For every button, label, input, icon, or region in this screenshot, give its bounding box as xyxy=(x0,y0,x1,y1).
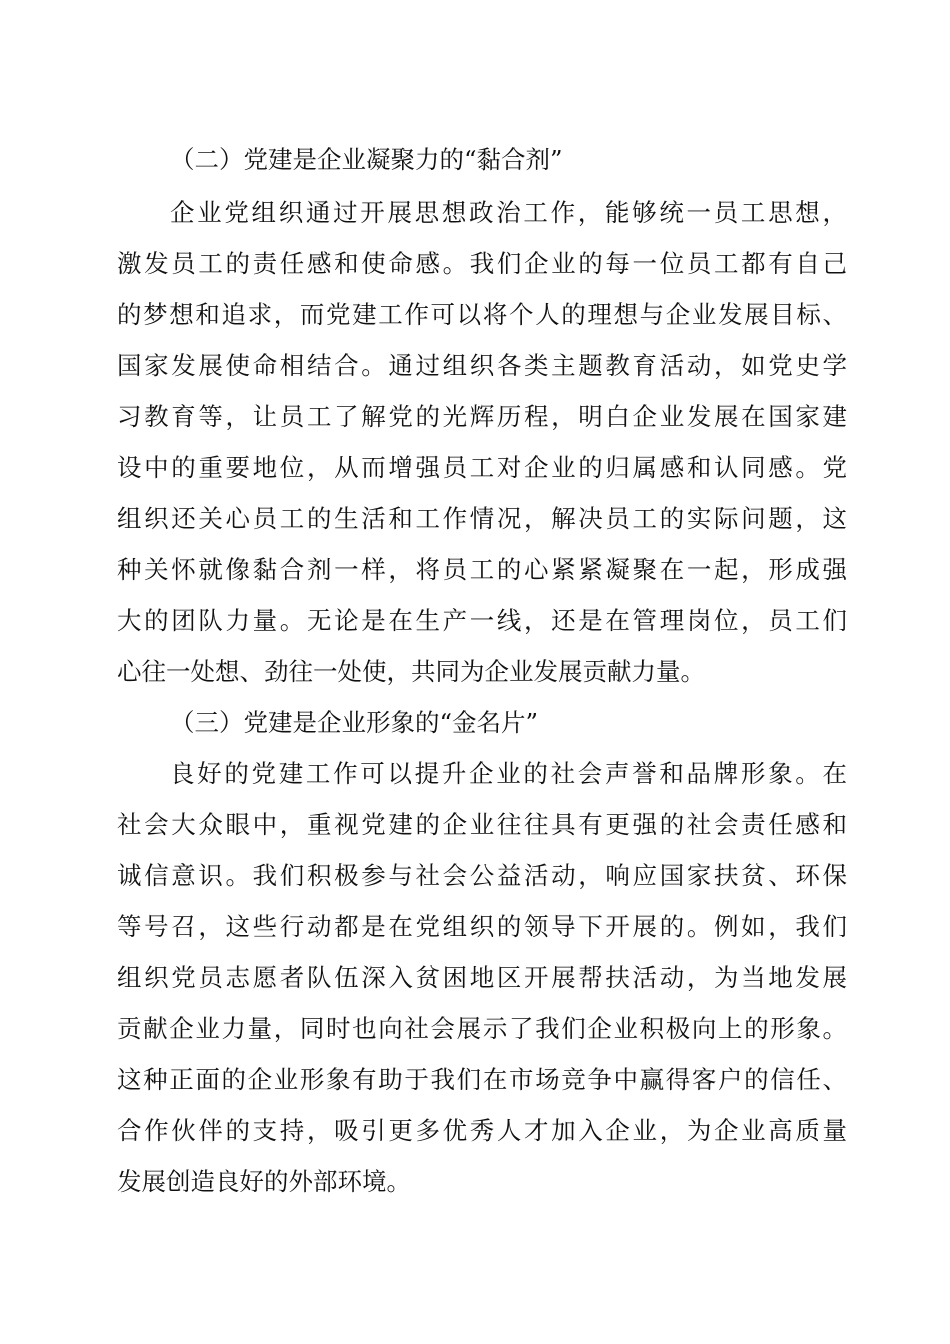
paragraph-line: 组织还关心员工的生活和工作情况，解决员工的实际问题，这 xyxy=(117,504,847,533)
paragraph-line: 激发员工的责任感和使命感。我们企业的每一位员工都有自己 xyxy=(117,249,847,278)
paragraph-line: 合作伙伴的支持，吸引更多优秀人才加入企业，为企业高质量 xyxy=(117,1116,847,1145)
paragraph-line: 这种正面的企业形象有助于我们在市场竞争中赢得客户的信任、 xyxy=(117,1065,847,1094)
paragraph-line: 等号召，这些行动都是在党组织的领导下开展的。例如，我们 xyxy=(117,912,847,941)
paragraph-line: 种关怀就像黏合剂一样，将员工的心紧紧凝聚在一起，形成强 xyxy=(117,555,847,584)
paragraph-line: 企业党组织通过开展思想政治工作，能够统一员工思想， xyxy=(170,198,847,227)
paragraph-line: 的梦想和追求，而党建工作可以将个人的理想与企业发展目标、 xyxy=(117,300,847,329)
paragraph-line: 组织党员志愿者队伍深入贫困地区开展帮扶活动，为当地发展 xyxy=(117,963,847,992)
paragraph-line: 诚信意识。我们积极参与社会公益活动，响应国家扶贫、环保 xyxy=(117,861,847,890)
paragraph-line: 发展创造良好的外部环境。 xyxy=(117,1167,411,1196)
paragraph-line: 贡献企业力量，同时也向社会展示了我们企业积极向上的形象。 xyxy=(117,1014,847,1043)
paragraph-line: 设中的重要地位，从而增强员工对企业的归属感和认同感。党 xyxy=(117,453,847,482)
section-2-heading: （二）党建是企业凝聚力的“黏合剂” xyxy=(170,145,563,174)
paragraph-line: 社会大众眼中，重视党建的企业往往具有更强的社会责任感和 xyxy=(117,810,847,839)
paragraph-line: 习教育等，让员工了解党的光辉历程，明白企业发展在国家建 xyxy=(117,402,847,431)
paragraph-line: 良好的党建工作可以提升企业的社会声誉和品牌形象。在 xyxy=(170,759,847,788)
section-3-heading: （三）党建是企业形象的“金名片” xyxy=(170,708,539,737)
paragraph-line: 国家发展使命相结合。通过组织各类主题教育活动，如党史学 xyxy=(117,351,847,380)
paragraph-line: 心往一处想、劲往一处使，共同为企业发展贡献力量。 xyxy=(117,657,705,686)
paragraph-line: 大的团队力量。无论是在生产一线，还是在管理岗位，员工们 xyxy=(117,606,847,635)
